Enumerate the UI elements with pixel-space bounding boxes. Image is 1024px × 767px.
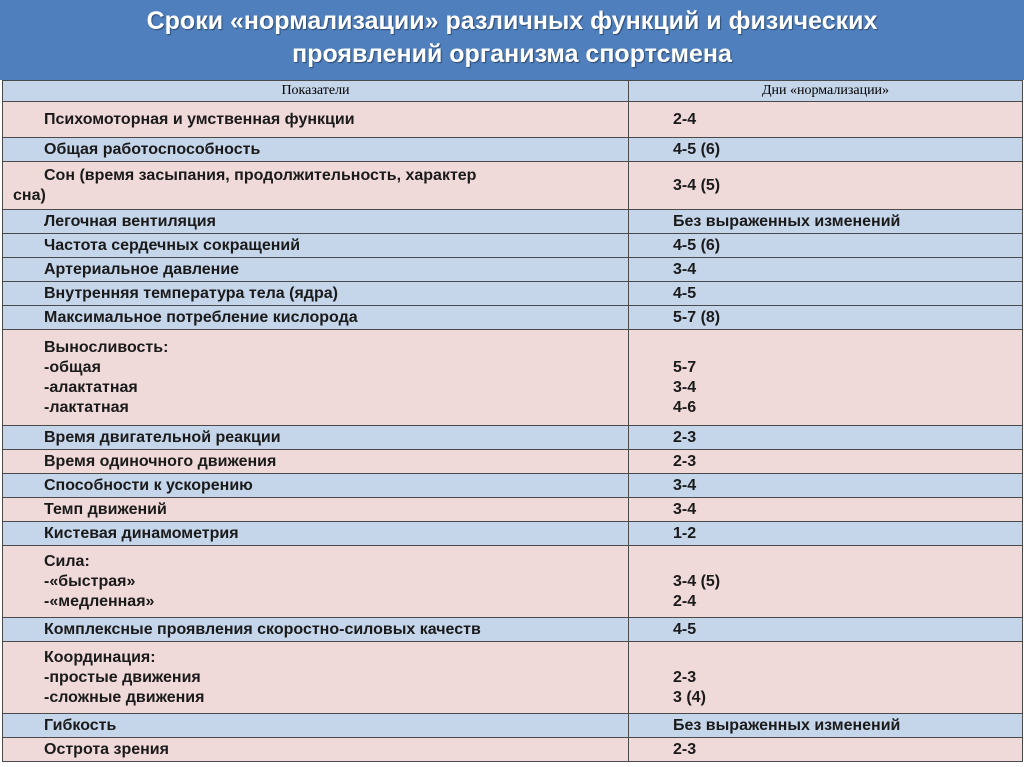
title-line-2: проявлений организма спортсмена <box>292 40 732 68</box>
row-label: Время двигательной реакции <box>3 426 629 450</box>
table-row <box>3 258 1023 282</box>
row-value: 3-4 <box>629 474 1023 498</box>
row-value: 2-3 <box>629 426 1023 450</box>
normalization-table <box>2 80 1023 762</box>
row-value-line: 3-4 (5) <box>673 572 721 590</box>
table-row <box>3 498 1023 522</box>
table-row <box>3 330 1023 426</box>
row-value <box>629 642 1023 714</box>
row-value-line: 2-4 <box>673 592 697 610</box>
table-row <box>3 426 1023 450</box>
table-row <box>3 618 1023 642</box>
row-label-line: Выносливость: <box>44 338 169 356</box>
table-row <box>3 102 1023 138</box>
row-label <box>3 330 629 426</box>
row-value: Без выраженных изменений <box>629 714 1023 738</box>
row-value <box>629 330 1023 426</box>
row-label: Внутренняя температура тела (ядра) <box>3 282 629 306</box>
row-value-line: 3 (4) <box>673 688 706 706</box>
row-label: Частота сердечных сокращений <box>3 234 629 258</box>
header-days: Дни «нормализации» <box>629 81 1023 102</box>
row-label <box>3 642 629 714</box>
table-row <box>3 138 1023 162</box>
table-row <box>3 234 1023 258</box>
row-label: Комплексные проявления скоростно-силовых качеств <box>3 618 629 642</box>
header-indicators: Показатели <box>3 81 629 102</box>
row-value-line <box>673 648 1022 668</box>
row-value: 2-3 <box>629 450 1023 474</box>
row-value: 2-4 <box>629 102 1023 138</box>
row-label-line: -«медленная» <box>44 592 155 610</box>
row-value-line: 2-3 <box>673 668 697 686</box>
row-label-line: -сложные движения <box>44 688 205 706</box>
row-value: 4-5 (6) <box>629 234 1023 258</box>
table-header-row <box>3 81 1023 102</box>
table-row <box>3 306 1023 330</box>
row-value: 3-4 <box>629 498 1023 522</box>
row-value: 3-4 (5) <box>629 162 1023 210</box>
row-label: Способности к ускорению <box>3 474 629 498</box>
table-row <box>3 474 1023 498</box>
row-label <box>3 546 629 618</box>
row-label: Гибкость <box>3 714 629 738</box>
row-value-line: 4-6 <box>673 398 697 416</box>
table-row <box>3 714 1023 738</box>
row-label <box>3 162 629 210</box>
row-label: Время одиночного движения <box>3 450 629 474</box>
row-label: Кистевая динамометрия <box>3 522 629 546</box>
table-row <box>3 282 1023 306</box>
row-value: 1-2 <box>629 522 1023 546</box>
table-row <box>3 450 1023 474</box>
row-value: 5-7 (8) <box>629 306 1023 330</box>
row-label: Максимальное потребление кислорода <box>3 306 629 330</box>
row-label: Общая работоспособность <box>3 138 629 162</box>
row-value: 2-3 <box>629 738 1023 762</box>
table-row <box>3 522 1023 546</box>
row-value-line: 3-4 <box>673 378 697 396</box>
row-label-line: -«быстрая» <box>44 572 136 590</box>
row-value: 4-5 <box>629 618 1023 642</box>
row-value-line <box>673 552 1022 572</box>
row-label-line: -лактатная <box>44 398 129 416</box>
row-label-line: Координация: <box>44 648 156 666</box>
table-row <box>3 546 1023 618</box>
row-label-line: сна) <box>13 186 46 204</box>
row-value: 3-4 <box>629 258 1023 282</box>
row-value: 4-5 <box>629 282 1023 306</box>
row-label-line: Сила: <box>44 552 90 570</box>
row-label-line: -простые движения <box>44 668 201 686</box>
table-row <box>3 162 1023 210</box>
row-value: 4-5 (6) <box>629 138 1023 162</box>
row-label-line: Сон (время засыпания, продолжительность, характер <box>44 166 477 184</box>
table-row <box>3 210 1023 234</box>
row-label: Психомоторная и умственная функции <box>3 102 629 138</box>
table-row <box>3 642 1023 714</box>
row-value: Без выраженных изменений <box>629 210 1023 234</box>
row-value-line: 5-7 <box>673 358 697 376</box>
row-label-line: -общая <box>44 358 101 376</box>
row-value <box>629 546 1023 618</box>
title-line-1: Сроки «нормализации» различных функций и физических <box>146 7 878 35</box>
slide-title <box>0 0 1024 80</box>
row-label: Острота зрения <box>3 738 629 762</box>
row-label: Легочная вентиляция <box>3 210 629 234</box>
table-row <box>3 738 1023 762</box>
row-label-line: -алактатная <box>44 378 138 396</box>
row-value-line <box>673 338 1022 358</box>
row-label: Темп движений <box>3 498 629 522</box>
row-label: Артериальное давление <box>3 258 629 282</box>
